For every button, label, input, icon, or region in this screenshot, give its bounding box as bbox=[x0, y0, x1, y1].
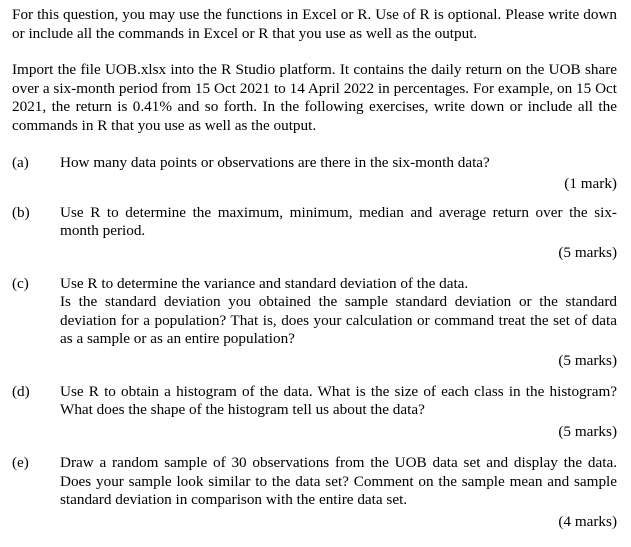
question-marks: (5 marks) bbox=[558, 422, 617, 440]
question-d bbox=[12, 383, 617, 442]
question-label: (a) bbox=[12, 153, 29, 171]
question-label: (c) bbox=[12, 274, 29, 292]
question-label: (e) bbox=[12, 454, 29, 472]
question-text-continued: Is the standard deviation you obtained the sample standard deviation or the standard deviation for a population? That is, does your calculation or command treat the set of data as a sample or as an entire population? bbox=[60, 293, 617, 348]
question-b bbox=[12, 204, 617, 263]
intro-paragraph-2: Import the file UOB.xlsx into the R Studio platform. It contains the daily return on the UOB share over a six-month period from 15 Oct 2021 to 14 April 2022 in percentages. For example, on 15 Oct 2021, the return is 0.41% and so forth. In the following exercises, write down or include all the commands in R that you use as well as the output. bbox=[12, 61, 617, 134]
question-marks: (4 marks) bbox=[558, 513, 617, 531]
question-marks: (1 mark) bbox=[564, 175, 617, 193]
question-label: (d) bbox=[12, 382, 30, 400]
question-text: Draw a random sample of 30 observations from the UOB data set and display the data. Does your sample look similar to the data set? Comment on the sample mean and sample standard deviation in comparison with the entire data set. bbox=[60, 454, 617, 509]
question-label: (b) bbox=[12, 203, 30, 221]
question-text: Use R to determine the maximum, minimum, median and average return over the six-month period. bbox=[60, 203, 617, 240]
intro-paragraph-1: For this question, you may use the functions in Excel or R. Use of R is optional. Please write down or include all the commands in Excel or R that you use as well as the output. bbox=[12, 6, 617, 42]
question-marks: (5 marks) bbox=[558, 243, 617, 261]
question-text: How many data points or observations are there in the six-month data? bbox=[60, 153, 490, 171]
question-marks: (5 marks) bbox=[558, 351, 617, 369]
question-text: Use R to obtain a histogram of the data. What is the size of each class in the histogram? What does the shape of the histogram tell us about the data? bbox=[60, 382, 617, 419]
question-e bbox=[12, 454, 617, 531]
question-text: Use R to determine the variance and standard deviation of the data. bbox=[60, 274, 469, 292]
question-c bbox=[12, 275, 617, 371]
question-a bbox=[12, 154, 617, 194]
